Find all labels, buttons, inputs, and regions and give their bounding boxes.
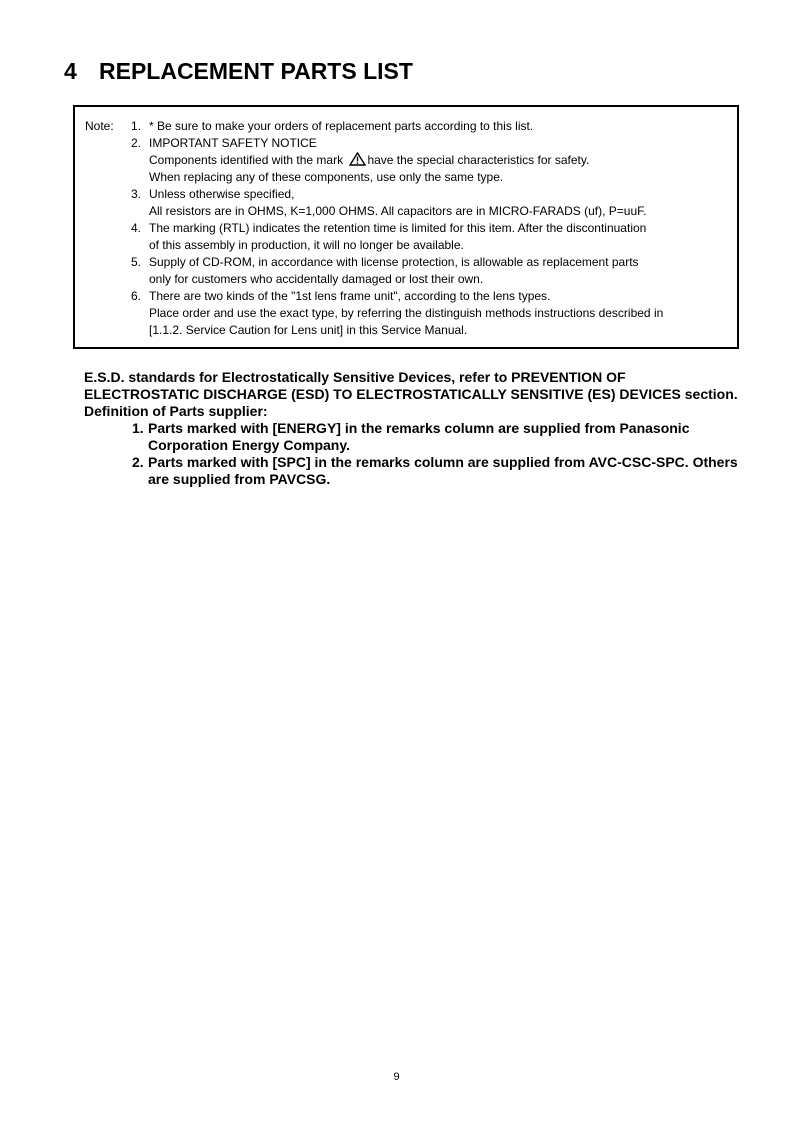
note-item-3	[131, 186, 731, 220]
note-number: 2.	[131, 136, 142, 150]
note-number: 5.	[131, 255, 142, 269]
note-item-5	[131, 254, 731, 288]
supplier-number: 1.	[132, 420, 144, 436]
safety-mark-line	[149, 152, 589, 169]
note-line: Supply of CD-ROM, in accordance with license protection, is allowable as replacement parts	[149, 255, 639, 269]
definition-heading: Definition of Parts supplier:	[84, 403, 268, 419]
note-line: All resistors are in OHMS, K=1,000 OHMS. All capacitors are in MICRO-FARADS (uf), P=uuF.	[149, 204, 647, 218]
note-item-2	[131, 135, 731, 186]
note-line: The marking (RTL) indicates the retention time is limited for this item. After the discontinuation	[149, 221, 647, 235]
supplier-list	[84, 420, 744, 488]
supplier-item-1	[84, 420, 744, 454]
note-line: only for customers who accidentally damaged or lost their own.	[149, 272, 484, 286]
notes-box	[73, 105, 739, 349]
note-number: 6.	[131, 289, 142, 303]
esd-paragraph: E.S.D. standards for Electrostatically Sensitive Devices, refer to PREVENTION OF ELECTROSTATIC DISCHARGE (ESD) TO ELECTROSTATICALLY SENSITIVE (ES) DEVICES section.	[84, 369, 738, 402]
supplier-text: Parts marked with [SPC] in the remarks column are supplied from AVC-CSC-SPC. Others are supplied from PAVCSG.	[148, 454, 738, 487]
note-line-part: have the special characteristics for safety.	[367, 153, 590, 167]
note-item-1	[131, 118, 731, 135]
note-number: 3.	[131, 187, 142, 201]
supplier-number: 2.	[132, 454, 144, 470]
note-line-part: Components identified with the mark	[149, 153, 347, 167]
section-title	[64, 58, 413, 85]
esd-section	[84, 369, 744, 488]
note-item-4	[131, 220, 731, 254]
note-line: Unless otherwise specified,	[149, 187, 295, 201]
note-list	[131, 118, 731, 339]
note-line: When replacing any of these components, use only the same type.	[149, 170, 504, 184]
note-line: There are two kinds of the "1st lens frame unit", according to the lens types.	[149, 289, 551, 303]
safety-warning-triangle-icon	[349, 152, 366, 166]
note-item-6	[131, 288, 731, 339]
note-line: Place order and use the exact type, by referring the distinguish methods instructions described in	[149, 306, 664, 320]
note-label: Note:	[85, 119, 114, 133]
note-number: 1.	[131, 119, 142, 133]
note-line: of this assembly in production, it will no longer be available.	[149, 238, 464, 252]
note-line: IMPORTANT SAFETY NOTICE	[149, 136, 317, 150]
note-line: * Be sure to make your orders of replacement parts according to this list.	[149, 119, 534, 133]
page-number: 9	[393, 1071, 400, 1083]
note-line: [1.1.2. Service Caution for Lens unit] in this Service Manual.	[149, 323, 468, 337]
section-number: 4	[64, 58, 77, 84]
supplier-text: Parts marked with [ENERGY] in the remarks column are supplied from Panasonic Corporation Energy Company.	[148, 420, 690, 453]
note-number: 4.	[131, 221, 142, 235]
supplier-item-2	[84, 454, 744, 488]
section-title-text: REPLACEMENT PARTS LIST	[99, 58, 413, 84]
